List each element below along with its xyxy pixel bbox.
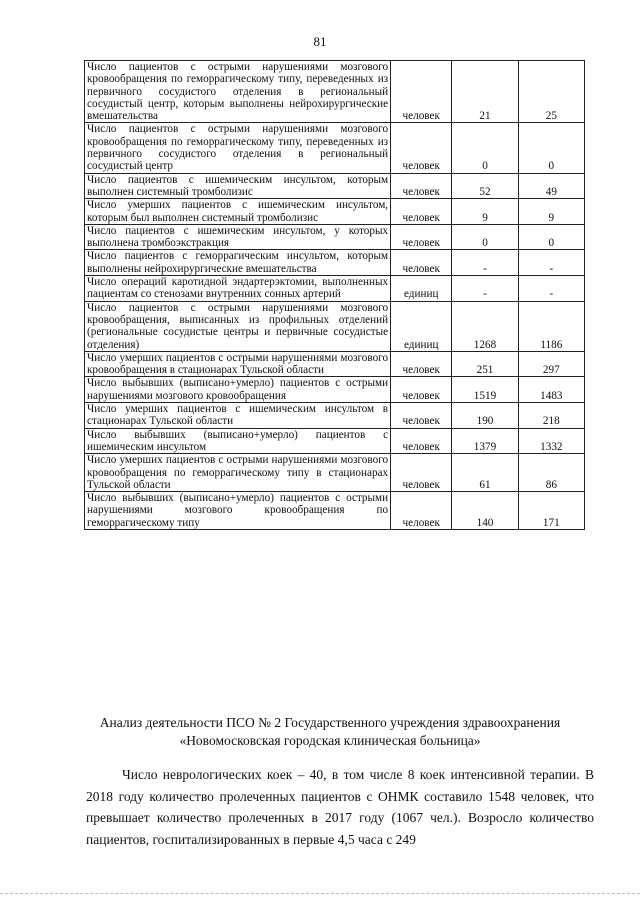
row-description: Число выбывших (выписано+умерло) пациентов с острыми нарушениями мозгового кровообращения по геморрагическому типу	[85, 492, 391, 530]
row-description: Число пациентов с геморрагическим инсультом, которым выполнены нейрохирургические вмешательства	[85, 250, 391, 276]
row-unit: человек	[391, 123, 452, 173]
row-description: Число пациентов с ишемическим инсультом, у которых выполнена тромбоэкстракция	[85, 224, 391, 250]
table-row	[85, 492, 585, 530]
row-value-2018: 1186	[518, 301, 584, 351]
row-unit: человек	[391, 224, 452, 250]
row-unit: единиц	[391, 301, 452, 351]
row-value-2018: 297	[518, 351, 584, 377]
row-unit: человек	[391, 492, 452, 530]
table-row	[85, 428, 585, 454]
row-value-2017: 251	[452, 351, 518, 377]
row-value-2018: -	[518, 276, 584, 302]
row-value-2017: 61	[452, 454, 518, 492]
row-description: Число операций каротидной эндартерэктомии, выполненных пациентам со стенозами внутренних сонных артерий	[85, 276, 391, 302]
body-paragraph: Число неврологических коек – 40, в том числе 8 коек интенсивной терапии. В 2018 году количество пролеченных пациентов с ОНМК составило 1548 человек, что превышает количество пролеченных в 2017 году (1067 чел.). Возросло количество пациентов, госпитализированных в первые 4,5 часа с 249	[86, 767, 594, 847]
row-description: Число умерших пациентов с острыми нарушениями мозгового кровообращения по геморрагическому типу в стационарах Тульской области	[85, 454, 391, 492]
row-unit: человек	[391, 428, 452, 454]
row-unit: человек	[391, 173, 452, 199]
row-value-2018: 1483	[518, 377, 584, 403]
row-unit: человек	[391, 250, 452, 276]
footer-scan-artifact-line	[0, 893, 640, 894]
row-value-2017: 9	[452, 199, 518, 225]
row-description: Число пациентов с острыми нарушениями мозгового кровообращения по геморрагическому типу, переведенных из первичного сосудистого отделения в региональный сосудистый центр	[85, 123, 391, 173]
table-row	[85, 377, 585, 403]
row-value-2018: 0	[518, 123, 584, 173]
row-value-2017: 0	[452, 224, 518, 250]
row-value-2017: -	[452, 276, 518, 302]
row-value-2018: 25	[518, 61, 584, 123]
table-row	[85, 351, 585, 377]
row-value-2018: 0	[518, 224, 584, 250]
row-value-2018: -	[518, 250, 584, 276]
row-description: Число умерших пациентов с острыми нарушениями мозгового кровообращения в стационарах Тульской области	[85, 351, 391, 377]
table-row	[85, 199, 585, 225]
section-heading: Анализ деятельности ПСО № 2 Государственного учреждения здравоохранения «Новомосковская городская клиническая больница»	[99, 715, 561, 748]
row-value-2017: 190	[452, 403, 518, 429]
row-value-2018: 1332	[518, 428, 584, 454]
row-unit: человек	[391, 454, 452, 492]
row-unit: единиц	[391, 276, 452, 302]
row-value-2018: 171	[518, 492, 584, 530]
page-number: 81	[313, 34, 327, 49]
row-value-2017: 0	[452, 123, 518, 173]
row-description: Число выбывших (выписано+умерло) пациентов с ишемическим инсультом	[85, 428, 391, 454]
row-value-2018: 49	[518, 173, 584, 199]
row-value-2018: 9	[518, 199, 584, 225]
table-row	[85, 403, 585, 429]
row-description: Число умерших пациентов с ишемическим инсультом в стационарах Тульской области	[85, 403, 391, 429]
row-value-2018: 218	[518, 403, 584, 429]
row-description: Число пациентов с острыми нарушениями мозгового кровообращения, выписанных из профильных отделений (региональные сосудистые центры и первичные сосудистые отделения)	[85, 301, 391, 351]
row-value-2017: 52	[452, 173, 518, 199]
table-row	[85, 173, 585, 199]
row-unit: человек	[391, 199, 452, 225]
table-row	[85, 276, 585, 302]
row-description: Число пациентов с ишемическим инсультом, которым выполнен системный тромболизис	[85, 173, 391, 199]
table-row	[85, 250, 585, 276]
row-unit: человек	[391, 61, 452, 123]
row-unit: человек	[391, 403, 452, 429]
row-value-2017: 1519	[452, 377, 518, 403]
row-description: Число умерших пациентов с ишемическим инсультом, которым был выполнен системный тромболизис	[85, 199, 391, 225]
row-description: Число выбывших (выписано+умерло) пациентов с острыми нарушениями мозгового кровообращения	[85, 377, 391, 403]
table-row	[85, 224, 585, 250]
row-value-2018: 86	[518, 454, 584, 492]
row-value-2017: -	[452, 250, 518, 276]
row-description: Число пациентов с острыми нарушениями мозгового кровообращения по геморрагическому типу, переведенных из первичного сосудистого отделения в региональный сосудистый центр, которым выполнены нейрохирургические вмешательства	[85, 61, 391, 123]
table-row	[85, 123, 585, 173]
row-unit: человек	[391, 351, 452, 377]
table-row	[85, 61, 585, 123]
table-row	[85, 454, 585, 492]
table-row	[85, 301, 585, 351]
row-value-2017: 1268	[452, 301, 518, 351]
row-value-2017: 21	[452, 61, 518, 123]
row-value-2017: 1379	[452, 428, 518, 454]
statistics-table	[84, 60, 585, 530]
row-unit: человек	[391, 377, 452, 403]
row-value-2017: 140	[452, 492, 518, 530]
